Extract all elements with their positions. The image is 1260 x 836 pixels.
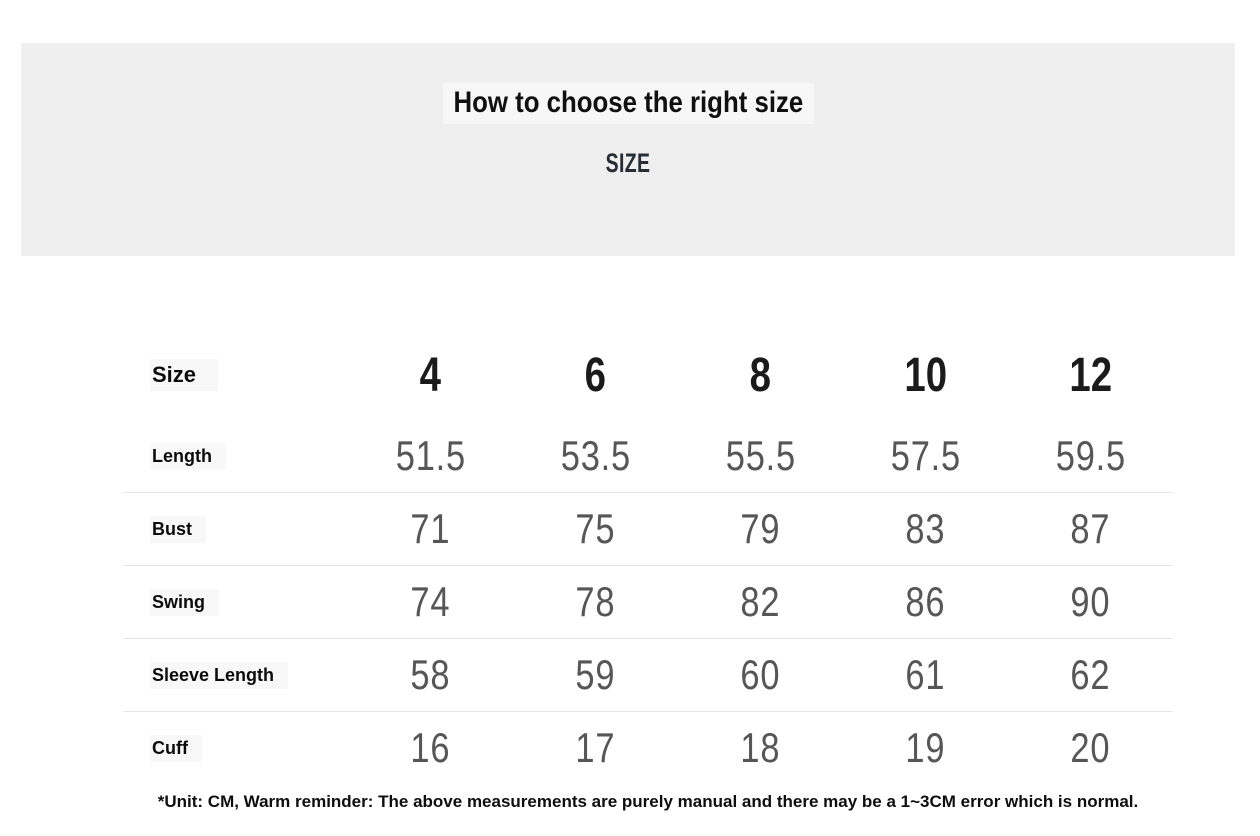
cell-value: 51.5 [395,432,466,479]
page-title: How to choose the right size [443,83,813,124]
unit-footnote: *Unit: CM, Warm reminder: The above measurements are purely manual and there may be a 1~3CM error which is normal. [157,792,1139,811]
column-header-size-12 [1008,348,1173,403]
column-header-label: 8 [749,348,772,402]
row-label: Cuff [150,735,202,762]
cell-value: 78 [575,578,616,625]
table-row-length [123,420,1173,493]
row-label: Bust [150,516,206,543]
cell [678,724,843,772]
cell [843,724,1008,772]
cell [1008,578,1173,626]
cell-value: 57.5 [890,432,961,479]
cell-value: 59.5 [1055,432,1126,479]
cell [843,432,1008,480]
column-header-size-8 [678,348,843,403]
cell-value: 16 [410,724,451,771]
row-label: Length [150,443,226,470]
cell [348,432,513,480]
cell-value: 53.5 [560,432,631,479]
cell [513,724,678,772]
cell [1008,724,1173,772]
column-header-label: 4 [419,348,442,402]
cell-value: 19 [905,724,946,771]
cell [1008,651,1173,699]
cell-value: 87 [1070,505,1111,552]
row-label: Swing [150,589,219,616]
cell-value: 74 [410,578,451,625]
cell-value: 75 [575,505,616,552]
cell [1008,505,1173,553]
table-row-sleeve-length [123,639,1173,712]
cell-value: 18 [740,724,781,771]
cell [678,651,843,699]
corner-label-cell [123,359,348,391]
table-row-bust [123,493,1173,566]
column-header-label: 10 [904,348,947,402]
table-row-swing [123,566,1173,639]
cell-value: 17 [575,724,616,771]
cell-value: 20 [1070,724,1111,771]
cell-value: 86 [905,578,946,625]
cell-value: 71 [410,505,451,552]
cell-value: 90 [1070,578,1111,625]
row-label-cell [123,443,348,470]
corner-label: Size [150,359,218,391]
column-header-size-10 [843,348,1008,403]
column-header-size-4 [348,348,513,403]
row-label-cell [123,516,348,543]
cell [843,578,1008,626]
column-header-label: 12 [1069,348,1112,402]
cell-value: 62 [1070,651,1111,698]
cell [513,505,678,553]
cell-value: 55.5 [725,432,796,479]
title-wrap [21,43,1235,124]
row-label-cell [123,662,348,689]
cell [843,651,1008,699]
cell [348,578,513,626]
row-label-cell [123,589,348,616]
row-label-cell [123,735,348,762]
cell-value: 83 [905,505,946,552]
column-header-size-6 [513,348,678,403]
cell [513,651,678,699]
subtitle-wrap [21,148,1235,179]
cell-value: 60 [740,651,781,698]
cell-value: 61 [905,651,946,698]
table-header-row [123,330,1173,420]
cell-value: 59 [575,651,616,698]
cell [678,578,843,626]
cell-value: 79 [740,505,781,552]
row-label: Sleeve Length [150,662,288,689]
size-table [123,330,1173,784]
table-row-cuff [123,712,1173,784]
cell [348,651,513,699]
cell [513,432,678,480]
cell [513,578,678,626]
size-guide-header-panel [21,43,1235,256]
cell-value: 58 [410,651,451,698]
column-header-label: 6 [584,348,607,402]
cell [843,505,1008,553]
cell [678,505,843,553]
cell [348,724,513,772]
cell [348,505,513,553]
cell-value: 82 [740,578,781,625]
cell [678,432,843,480]
size-subtitle: SIZE [605,147,651,178]
cell [1008,432,1173,480]
